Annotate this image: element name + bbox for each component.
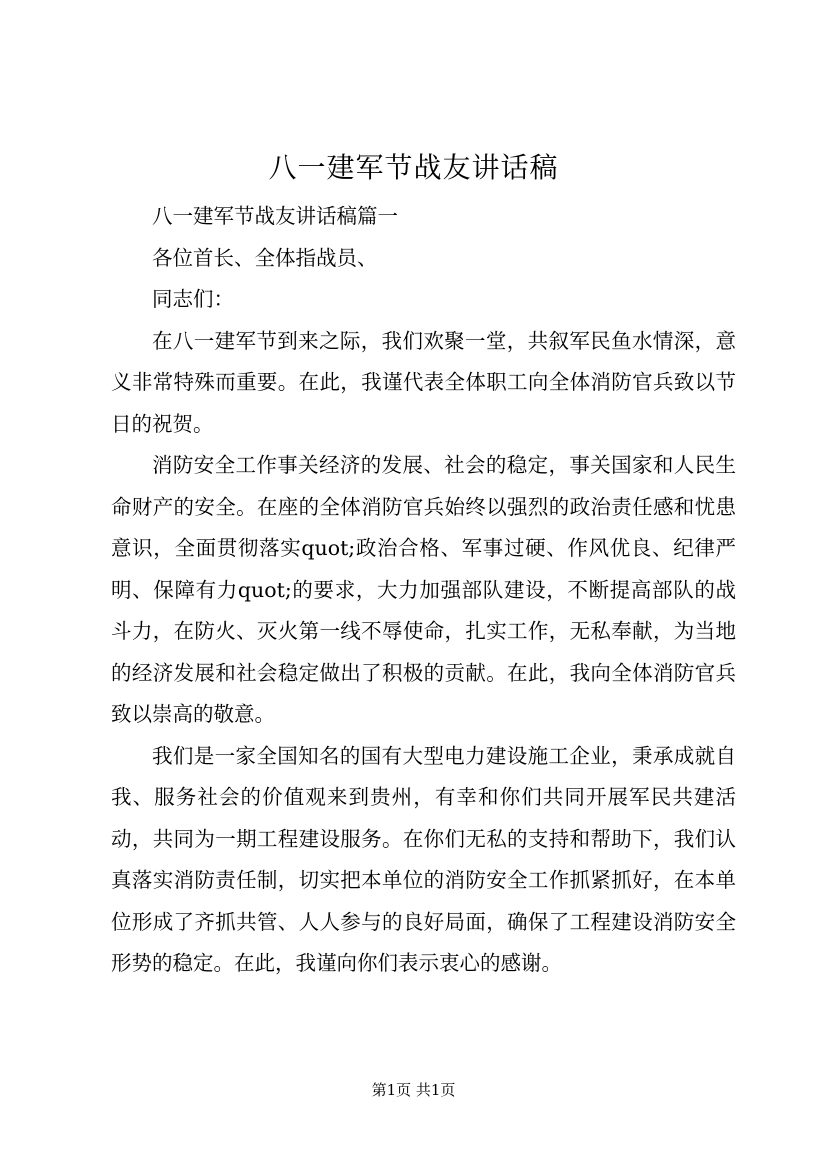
body-paragraph: 我们是一家全国知名的国有大型电力建设施工企业，秉承成就自我、服务社会的价值观来到贵州，有幸和你们共同开展军民共建活动，共同为一期工程建设服务。在你们无私的支持和帮助下，我们认真落实消防责任制，切实把本单位的消防安全工作抓紧抓好，在本单位形成了齐抓共管、人人参与的良好局面，确保了工程建设消防安全形势的稳定。在此，我谨向你们表示衷心的感谢。 — [111, 743, 736, 975]
body-paragraph: 在八一建军节到来之际，我们欢聚一堂，共叙军民鱼水情深，意义非常特殊而重要。在此，我谨代表全体职工向全体消防官兵致以节日的祝贺。 — [111, 328, 736, 436]
document-body — [111, 196, 736, 985]
document-title: 八一建军节战友讲话稿 — [268, 151, 559, 184]
subtitle-paragraph: 八一建军节战友讲话稿篇一 — [152, 204, 398, 228]
salutation-paragraph: 各位首长、全体指战员、 — [152, 245, 378, 270]
page-footer: 第1页 共1页 — [371, 1081, 456, 1099]
salutation-paragraph: 同志们： — [152, 287, 234, 311]
body-paragraph: 消防安全工作事关经济的发展、社会的稳定，事关国家和人民生命财产的安全。在座的全体消防官兵始终以强烈的政治责任感和忧患意识，全面贯彻落实quot;政治合格、军事过硬、作风优良、纪律严明、保障有力quot;的要求，大力加强部队建设，不断提高部队的战斗力，在防火、灭火第一线不辱使命，扎实工作，无私奉献，为当地的经济发展和社会稳定做出了积极的贡献。在此，我向全体消防官兵致以崇高的敬意。 — [111, 453, 736, 726]
